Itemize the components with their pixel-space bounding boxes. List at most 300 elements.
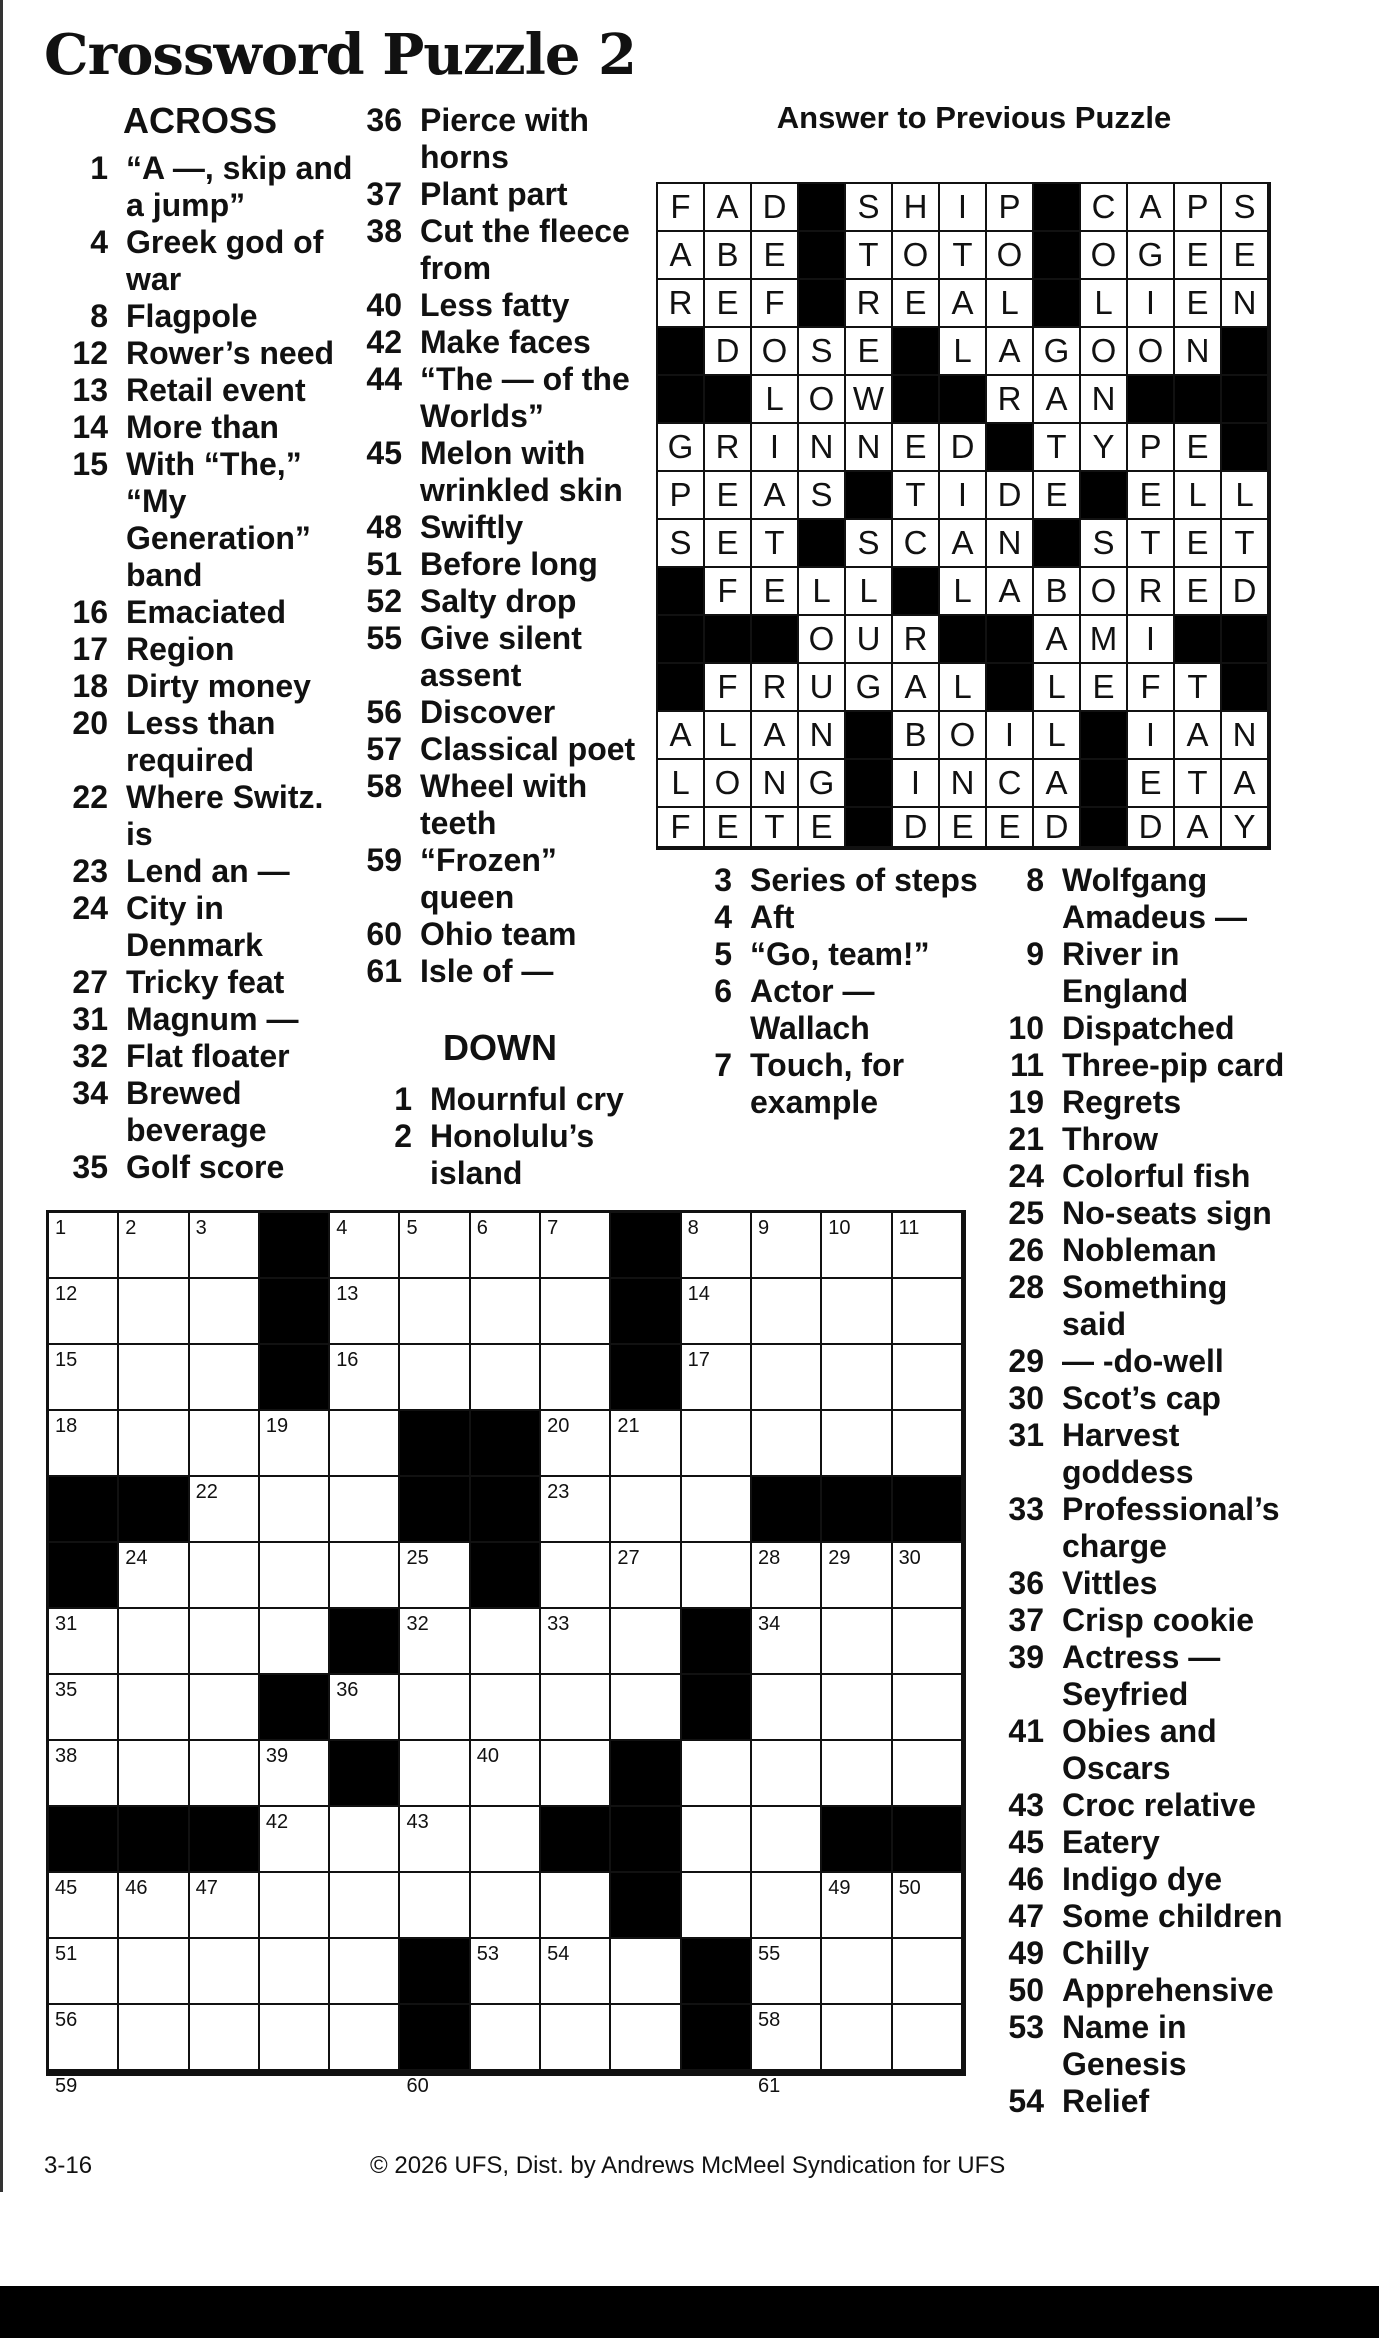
puzzle-square[interactable] [330,1345,400,1411]
clue-text: Region [126,631,235,667]
clue-text: Pierce with horns [420,102,589,175]
clue-text: Flagpole [126,298,258,334]
puzzle-square[interactable] [471,2005,541,2071]
puzzle-square[interactable] [49,1279,119,1345]
puzzle-square[interactable] [49,1873,119,1939]
down-clue [992,936,1292,1010]
puzzle-square[interactable] [260,1741,330,1807]
clue-text: Name in Genesis [1062,2009,1187,2082]
puzzle-square[interactable] [471,1279,541,1345]
clue-number: 59 [366,842,402,878]
clue-number: 55 [366,620,402,656]
puzzle-square[interactable] [682,1807,752,1873]
puzzle-square[interactable] [471,1741,541,1807]
puzzle-square[interactable] [822,1411,892,1477]
puzzle-square[interactable] [822,1279,892,1345]
square-number: 9 [757,1217,770,1239]
answer-black-square [1222,424,1269,472]
answer-black-square [846,808,893,848]
down-clue [992,862,1292,936]
puzzle-square[interactable] [541,1213,611,1279]
puzzle-square[interactable] [682,1873,752,1939]
clue-number: 22 [72,779,108,815]
puzzle-square[interactable] [330,1675,400,1741]
puzzle-square[interactable] [752,1411,822,1477]
puzzle-square[interactable] [190,1741,260,1807]
puzzle-square[interactable] [49,2071,119,2097]
puzzle-square[interactable] [611,2005,681,2071]
puzzle-square[interactable] [119,1345,189,1411]
puzzle-square[interactable] [119,1411,189,1477]
puzzle-square[interactable] [893,1543,963,1609]
puzzle-square[interactable] [260,1807,330,1873]
square-number: 19 [265,1415,289,1437]
puzzle-square[interactable] [611,1543,681,1609]
puzzle-square[interactable] [190,2071,260,2073]
puzzle-square[interactable] [541,1741,611,1807]
puzzle-black-square [541,1807,611,1873]
answer-black-square [940,376,987,424]
puzzle-square[interactable] [822,2005,892,2071]
down-clue [992,2083,1292,2120]
puzzle-square[interactable] [752,2005,822,2071]
answer-letter: S [658,520,705,568]
puzzle-square[interactable] [471,1675,541,1741]
puzzle-square[interactable] [119,1213,189,1279]
answer-letter: C [987,760,1034,808]
clue-number: 36 [1008,1565,1044,1601]
answer-black-square [1222,616,1269,664]
puzzle-black-square [893,1807,963,1873]
puzzle-square[interactable] [400,1807,470,1873]
puzzle-square[interactable] [682,1213,752,1279]
answer-black-square [846,712,893,760]
answer-letter: E [893,424,940,472]
puzzle-square[interactable] [893,1213,963,1279]
puzzle-square[interactable] [119,1939,189,2005]
answer-letter: N [1081,376,1128,424]
puzzle-square[interactable] [471,1873,541,1939]
clue-number: 50 [1008,1972,1044,2008]
puzzle-square[interactable] [49,1345,119,1411]
down-heading: DOWN [443,1027,557,1068]
clue-text: Croc relative [1062,1787,1256,1823]
answer-letter: N [846,424,893,472]
answer-black-square [1034,280,1081,328]
puzzle-square[interactable] [260,1939,330,2005]
puzzle-square[interactable] [893,1609,963,1675]
answer-letter: D [1034,808,1081,848]
square-number: 3 [195,1217,207,1239]
clue-number: 14 [72,409,108,445]
puzzle-square[interactable] [541,2071,611,2073]
puzzle-square[interactable] [260,1873,330,1939]
answer-letter: D [752,184,799,232]
answer-black-square [658,568,705,616]
down-clue [680,862,980,899]
answer-letter: G [658,424,705,472]
down-clue [992,1972,1292,2009]
across-clue [350,620,650,694]
clue-text: River in England [1062,936,1189,1009]
square-number: 29 [828,1547,851,1569]
square-number: 22 [195,1481,218,1503]
puzzle-square[interactable] [400,2071,470,2097]
puzzle-square[interactable] [541,1609,611,1675]
square-number: 43 [406,1811,429,1833]
answer-letter: L [987,280,1034,328]
answer-black-square [1175,376,1222,424]
square-number: 15 [55,1349,78,1371]
puzzle-square[interactable] [541,1873,611,1939]
square-number: 7 [547,1217,559,1239]
answer-letter: T [893,472,940,520]
puzzle-square[interactable] [119,2071,189,2073]
clue-number: 49 [1008,1935,1044,1971]
puzzle-square[interactable] [893,2005,963,2071]
puzzle-square[interactable] [260,1609,330,1675]
answer-black-square [846,472,893,520]
answer-black-square [987,664,1034,712]
puzzle-square[interactable] [330,1213,400,1279]
puzzle-square[interactable] [611,1411,681,1477]
puzzle-square[interactable] [611,1609,681,1675]
puzzle-square[interactable] [190,1411,260,1477]
puzzle-square[interactable] [260,2005,330,2071]
puzzle-square[interactable] [541,1411,611,1477]
answer-letter: E [705,280,752,328]
answer-letter: U [799,664,846,712]
puzzle-square[interactable] [330,1279,400,1345]
answer-letter: A [1034,616,1081,664]
answer-letter: N [752,760,799,808]
clue-number: 41 [1008,1713,1044,1749]
clue-text: Rower’s need [126,335,335,371]
puzzle-square[interactable] [190,1477,260,1543]
answer-letter: E [1081,664,1128,712]
puzzle-square[interactable] [682,1543,752,1609]
clue-text: Less fatty [420,287,570,323]
puzzle-square[interactable] [471,1213,541,1279]
puzzle-square[interactable] [893,1345,963,1411]
clue-text: Some children [1062,1898,1283,1934]
puzzle-square[interactable] [190,1675,260,1741]
puzzle-square[interactable] [611,1477,681,1543]
puzzle-square[interactable] [49,1939,119,2005]
clue-number: 45 [1008,1824,1044,1860]
puzzle-square[interactable] [752,1807,822,1873]
puzzle-square[interactable] [752,1939,822,2005]
square-number: 10 [828,1217,851,1239]
answer-title: Answer to Previous Puzzle [776,100,1172,135]
puzzle-square[interactable] [400,1741,470,1807]
across-clue [350,768,650,842]
puzzle-square[interactable] [260,2071,330,2073]
puzzle-square[interactable] [49,1609,119,1675]
puzzle-square[interactable] [119,1873,189,1939]
answer-letter: G [846,664,893,712]
clue-text: Dispatched [1062,1010,1235,1046]
puzzle-square[interactable] [541,2005,611,2071]
puzzle-square[interactable] [471,1807,541,1873]
square-number: 60 [406,2075,429,2097]
across-clue [56,705,356,779]
square-number: 28 [757,1547,781,1569]
puzzle-square[interactable] [400,1213,470,1279]
puzzle-square[interactable] [893,1741,963,1807]
clue-number: 17 [72,631,108,667]
puzzle-square[interactable] [330,1939,400,2005]
puzzle-square[interactable] [330,1543,400,1609]
answer-letter: A [752,472,799,520]
puzzle-square[interactable] [190,1345,260,1411]
puzzle-square[interactable] [822,1675,892,1741]
square-number: 14 [687,1283,710,1305]
puzzle-square[interactable] [190,1543,260,1609]
clue-text: Indigo dye [1062,1861,1222,1897]
puzzle-square[interactable] [752,1873,822,1939]
clue-number: 31 [72,1001,108,1037]
answer-letter: N [1222,280,1269,328]
puzzle-square[interactable] [400,1279,470,1345]
answer-letter: T [846,232,893,280]
answer-letter: T [1175,760,1222,808]
puzzle-square[interactable] [752,2071,822,2097]
answer-black-square [1034,520,1081,568]
answer-letter: T [1128,520,1175,568]
square-number: 8 [687,1217,699,1239]
answer-letter: A [1175,808,1222,848]
answer-letter: Y [1222,808,1269,848]
answer-letter: E [705,808,752,848]
puzzle-square[interactable] [822,1873,892,1939]
clue-text: Greek god of war [126,224,324,297]
square-number: 11 [898,1217,920,1239]
puzzle-square[interactable] [682,1477,752,1543]
answer-letter: F [658,184,705,232]
answer-black-square [893,376,940,424]
puzzle-square[interactable] [893,2071,963,2073]
puzzle-square[interactable] [611,2071,681,2073]
across-clue [350,324,650,361]
answer-black-square [1081,712,1128,760]
square-number: 40 [476,1745,500,1767]
answer-letter: A [1222,760,1269,808]
clue-number: 32 [72,1038,108,1074]
puzzle-square[interactable] [541,1279,611,1345]
puzzle-square[interactable] [330,1477,400,1543]
answer-letter: E [1034,472,1081,520]
puzzle-square[interactable] [190,1873,260,1939]
clue-text: Brewed beverage [126,1075,267,1148]
clue-text: — -do-well [1062,1343,1224,1379]
puzzle-square[interactable] [611,1675,681,1741]
puzzle-square[interactable] [260,1543,330,1609]
clue-text: “A —, skip and a jump” [126,150,353,223]
puzzle-square[interactable] [190,1213,260,1279]
puzzle-square[interactable] [682,1279,752,1345]
clue-number: 31 [1008,1417,1044,1453]
puzzle-square[interactable] [541,1477,611,1543]
square-number: 51 [55,1943,78,1965]
down-clue [992,1824,1292,1861]
answer-letter: E [1175,424,1222,472]
answer-black-square [1222,664,1269,712]
puzzle-square[interactable] [330,1807,400,1873]
puzzle-square[interactable] [471,1345,541,1411]
answer-letter: L [940,568,987,616]
clue-number: 1 [90,150,108,186]
puzzle-square[interactable] [752,1345,822,1411]
puzzle-square[interactable] [49,2005,119,2071]
answer-letter: T [752,808,799,848]
answer-letter: F [752,280,799,328]
clue-number: 40 [366,287,402,323]
puzzle-square[interactable] [752,1543,822,1609]
clue-number: 15 [72,446,108,482]
puzzle-black-square [752,1477,822,1543]
puzzle-square[interactable] [190,1609,260,1675]
puzzle-square[interactable] [541,1675,611,1741]
puzzle-square[interactable] [119,1279,189,1345]
puzzle-square[interactable] [822,1345,892,1411]
puzzle-square[interactable] [190,1279,260,1345]
puzzle-square[interactable] [893,1675,963,1741]
puzzle-square[interactable] [822,1213,892,1279]
puzzle-square[interactable] [400,1675,470,1741]
across-clue [350,583,650,620]
answer-letter: D [940,424,987,472]
puzzle-square[interactable] [682,1345,752,1411]
answer-letter: L [846,568,893,616]
puzzle-square[interactable] [260,1477,330,1543]
answer-letter: B [893,712,940,760]
puzzle-square[interactable] [49,1411,119,1477]
puzzle-square[interactable] [190,2005,260,2071]
clue-number: 25 [1008,1195,1044,1231]
puzzle-square[interactable] [822,2071,892,2073]
puzzle-square[interactable] [119,1609,189,1675]
answer-letter: R [846,280,893,328]
answer-letter: A [893,664,940,712]
puzzle-square[interactable] [752,1609,822,1675]
puzzle-square[interactable] [119,1543,189,1609]
puzzle-black-square [611,1345,681,1411]
puzzle-square[interactable] [119,1741,189,1807]
puzzle-square[interactable] [49,1741,119,1807]
puzzle-square[interactable] [49,1675,119,1741]
clue-number: 57 [366,731,402,767]
across-clue [56,853,356,890]
puzzle-square[interactable] [541,1345,611,1411]
answer-letter: A [752,712,799,760]
down-clue [992,1047,1292,1084]
answer-letter: O [705,760,752,808]
puzzle-square[interactable] [682,1411,752,1477]
answer-grid [656,182,1271,850]
puzzle-square[interactable] [119,2005,189,2071]
answer-letter: L [1222,472,1269,520]
answer-letter: N [1175,328,1222,376]
puzzle-square[interactable] [400,1873,470,1939]
answer-letter: L [940,328,987,376]
puzzle-square[interactable] [752,1213,822,1279]
puzzle-square[interactable] [119,1675,189,1741]
puzzle-square[interactable] [822,1741,892,1807]
puzzle-square[interactable] [752,1741,822,1807]
answer-letter: S [846,184,893,232]
puzzle-square[interactable] [260,1411,330,1477]
square-number: 32 [406,1613,429,1635]
puzzle-square[interactable] [682,1741,752,1807]
answer-letter: T [1222,520,1269,568]
answer-letter: I [987,712,1034,760]
puzzle-square[interactable] [893,1939,963,2005]
puzzle-square[interactable] [611,1939,681,2005]
puzzle-square[interactable] [822,1939,892,2005]
puzzle-square[interactable] [400,1543,470,1609]
puzzle-square[interactable] [330,1873,400,1939]
puzzle-square[interactable] [471,1609,541,1675]
puzzle-black-square [260,1345,330,1411]
puzzle-square[interactable] [752,1675,822,1741]
puzzle-square[interactable] [541,1939,611,2005]
puzzle-square[interactable] [752,1279,822,1345]
answer-black-square [1175,616,1222,664]
clue-number: 42 [366,324,402,360]
clue-number: 21 [1008,1121,1044,1157]
answer-letter: S [846,520,893,568]
puzzle-square[interactable] [893,1873,963,1939]
answer-letter: N [799,424,846,472]
puzzle-square[interactable] [471,2071,541,2073]
clue-number: 7 [714,1047,732,1083]
puzzle-square[interactable] [400,1609,470,1675]
across-clues-column-2 [350,102,650,990]
down-clue [992,1417,1292,1491]
answer-letter: P [1128,424,1175,472]
clue-text: Professional’s charge [1062,1491,1280,1564]
clue-number: 54 [1008,2083,1044,2119]
answer-black-square [1128,376,1175,424]
clue-text: Wheel with teeth [420,768,588,841]
puzzle-square[interactable] [893,1411,963,1477]
clue-text: Mournful cry [430,1081,624,1117]
clue-text: Throw [1062,1121,1158,1157]
answer-letter: S [799,472,846,520]
puzzle-black-square [682,1675,752,1741]
puzzle-square[interactable] [330,1411,400,1477]
puzzle-square[interactable] [893,1279,963,1345]
puzzle-square[interactable] [190,1939,260,2005]
page-title: Crossword Puzzle 2 [44,22,636,88]
clue-text: Give silent assent [420,620,582,693]
clue-text: Melon with wrinkled skin [420,435,623,508]
square-number: 21 [617,1415,640,1437]
down-clues-column-1 [360,1081,650,1192]
puzzle-square[interactable] [471,1939,541,2005]
answer-letter: P [987,184,1034,232]
puzzle-black-square [471,1477,541,1543]
puzzle-square[interactable] [822,1543,892,1609]
puzzle-square[interactable] [541,1543,611,1609]
clue-text: Make faces [420,324,591,360]
across-clue [56,372,356,409]
puzzle-square[interactable] [822,1609,892,1675]
puzzle-square[interactable] [400,1345,470,1411]
puzzle-square[interactable] [49,1213,119,1279]
puzzle-square[interactable] [330,2005,400,2071]
